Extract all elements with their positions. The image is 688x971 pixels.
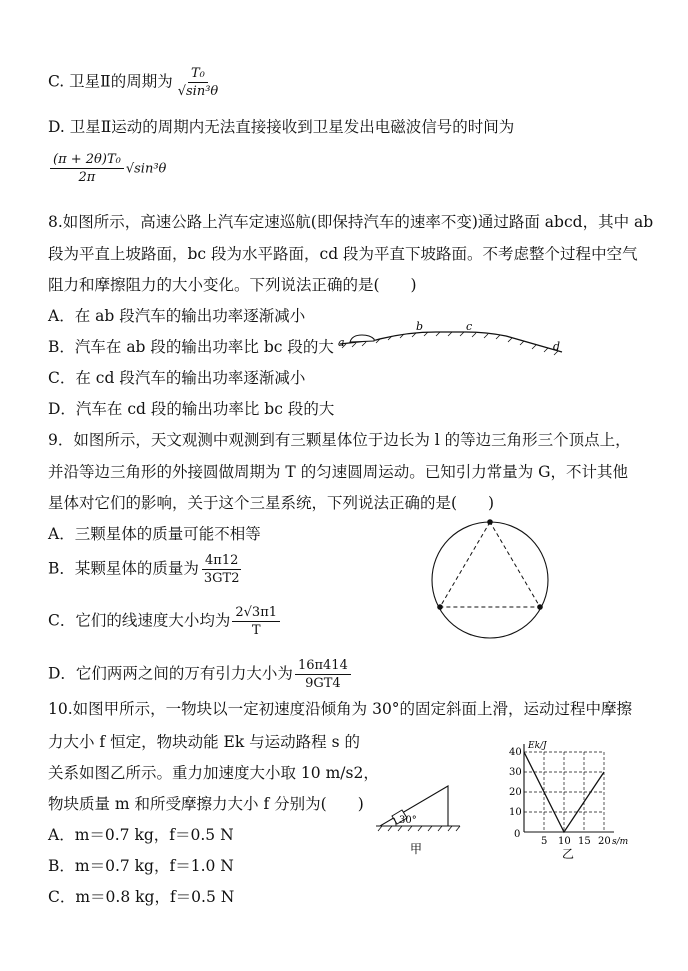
q10-stem-line-1: 10.如图甲所示，一物块以一定初速度沿倾角为 30°的固定斜面上滑，运动过程中摩擦 [48, 700, 633, 718]
q8-option-c: C．在 cd 段汽车的输出功率逐渐减小 [48, 369, 306, 387]
road-figure [336, 318, 568, 360]
x-tick-5: 5 [541, 836, 548, 847]
q10-option-a: A．m＝0.7 kg，f＝0.5 N [48, 826, 234, 844]
caption-yi: 乙 [562, 847, 575, 860]
road-hatching [342, 332, 561, 355]
fraction-denominator: 3GT2 [203, 571, 240, 586]
origin-label: 0 [514, 829, 521, 840]
option-d-satellite [48, 117, 514, 137]
ground-hatching [378, 826, 460, 831]
q9-stem-line-3: 星体对它们的影响，关于这个三星系统，下列说法正确的是( ) [48, 494, 495, 512]
option-d-formula [48, 152, 166, 185]
q9-option-d [48, 658, 353, 691]
label-c: c [466, 320, 473, 333]
q8-option-a: A．在 ab 段汽车的输出功率逐渐减小 [48, 307, 306, 325]
fraction-numerator: (π + 2θ)T₀ [50, 152, 124, 169]
fraction-numerator: T₀ [188, 66, 208, 83]
fraction-numerator: 16π414 [295, 658, 351, 675]
q9-option-d-fraction [295, 658, 351, 691]
option-d-root: √sin³θ [125, 161, 167, 177]
q9-option-c [48, 605, 282, 638]
q9-option-d-label: D．它们两两之间的万有引力大小为 [48, 664, 293, 683]
q9-option-b-label: B．某颗星体的质量为 [48, 559, 199, 578]
y-tick-40: 40 [509, 747, 522, 758]
q8-option-b: B．汽车在 ab 段的输出功率比 bc 段的大 [48, 338, 334, 356]
q9-option-b [48, 553, 245, 586]
label-b: b [416, 320, 424, 333]
y-tick-30: 30 [509, 767, 522, 778]
y-tick-10: 10 [509, 807, 522, 818]
option-c-label: C. 卫星Ⅱ的周期为 [48, 72, 173, 91]
grid [524, 752, 604, 832]
caption-jia: 甲 [410, 842, 423, 856]
q9-option-b-fraction [201, 553, 243, 586]
x-axis-label: s/m [612, 837, 629, 847]
q10-option-b: B．m＝0.7 kg，f＝1.0 N [48, 857, 234, 875]
incline-figure [374, 776, 464, 858]
car-icon [350, 335, 374, 342]
q8-stem-line-2: 段为平直上坡路面，bc 段为水平路面，cd 段为平直下坡路面。不考虑整个过程中空气 [48, 245, 638, 263]
label-a: a [338, 336, 345, 349]
q10-option-c: C．m＝0.8 kg，f＝0.5 N [48, 888, 235, 906]
fraction-denominator: 2π [78, 170, 96, 185]
q9-option-c-fraction [232, 605, 280, 638]
q10-stem-line-3: 关系如图乙所示。重力加速度大小取 10 m/s2， [48, 764, 379, 782]
star-left [437, 604, 443, 610]
q8-option-d: D．汽车在 cd 段的输出功率比 bc 段的大 [48, 400, 335, 418]
q9-option-a: A．三颗星体的质量可能不相等 [48, 525, 261, 543]
x-tick-20: 20 [598, 836, 611, 847]
fraction-denominator: 9GT4 [305, 676, 341, 691]
angle-label: 30° [399, 815, 417, 826]
option-d-fraction [50, 152, 124, 185]
option-c-satellite [48, 66, 223, 99]
y-tick-20: 20 [509, 787, 522, 798]
q8-stem-line-3: 阻力和摩擦阻力的大小变化。下列说法正确的是( ) [48, 276, 417, 294]
option-d-label: D. 卫星Ⅱ运动的周期内无法直接接收到卫星发出电磁波信号的时间为 [48, 118, 515, 136]
q10-stem-line-2: 力大小 f 恒定，物块动能 Ek 与运动路程 s 的 [48, 733, 360, 751]
fraction-denominator: √sin³θ [177, 84, 219, 99]
fraction-numerator: 4π12 [202, 553, 241, 570]
y-axis-label: Ek/J [528, 741, 547, 751]
orbit-circle [432, 522, 548, 638]
label-d: d [553, 340, 561, 353]
q9-stem-line-2: 并沿等边三角形的外接圆做周期为 T 的匀速圆周运动。已知引力常量为 G，不计其他 [48, 463, 629, 481]
three-star-figure [428, 518, 552, 642]
x-tick-15: 15 [578, 836, 591, 847]
q9-option-c-label: C．它们的线速度大小均为 [48, 611, 231, 630]
fraction-numerator: 2√3π1 [232, 605, 280, 622]
equilateral-triangle [440, 522, 540, 607]
q8-stem-line-1: 8.如图所示，高速公路上汽车定速巡航(即保持汽车的速率不变)通过路面 abcd，其中 ab [48, 213, 654, 231]
q10-stem-line-4: 物块质量 m 和所受摩擦力大小 f 分别为( ) [48, 795, 364, 813]
road-surface [340, 332, 562, 352]
star-right [537, 604, 543, 610]
q9-stem-line-1: 9．如图所示，天文观测中观测到有三颗星体位于边长为 l 的等边三角形三个顶点上， [48, 431, 631, 449]
ek-s-chart [506, 740, 636, 860]
option-c-fraction [175, 66, 222, 99]
x-tick-10: 10 [558, 836, 571, 847]
star-top [487, 519, 493, 525]
fraction-denominator: T [251, 623, 261, 638]
